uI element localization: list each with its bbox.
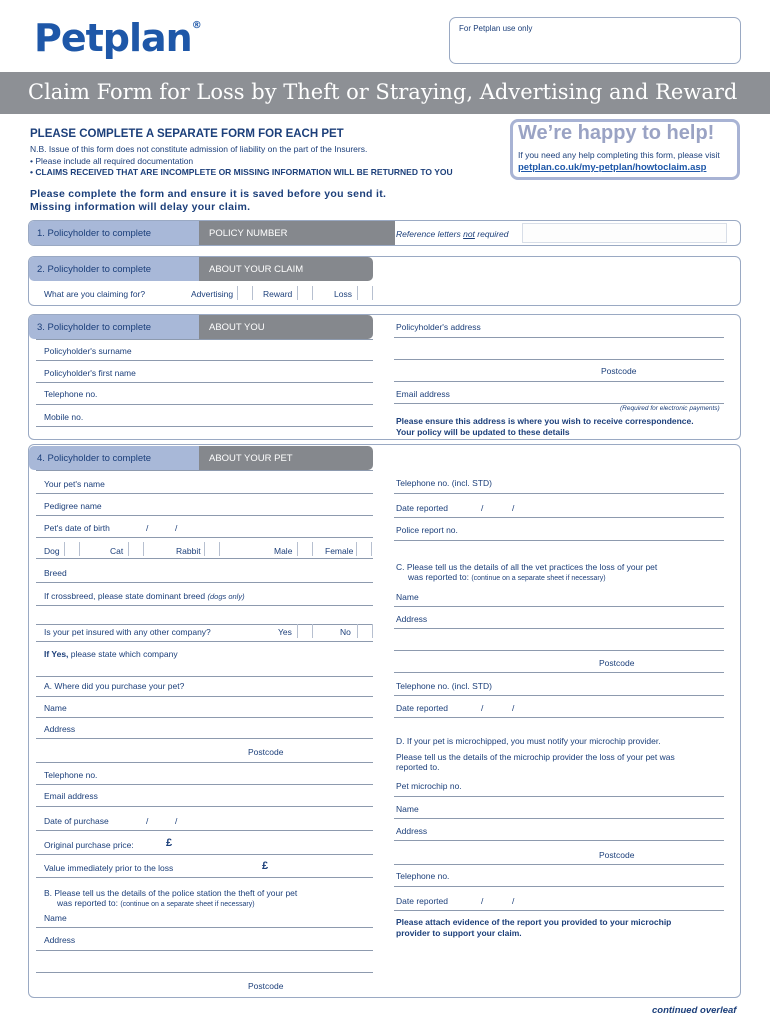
- police-question-2: [57, 898, 255, 908]
- police-telephone-line[interactable]: [394, 493, 724, 494]
- dob-line[interactable]: [36, 537, 373, 538]
- section1-pill: 1. Policyholder to complete: [29, 221, 199, 245]
- police-address-label: Address: [44, 935, 76, 945]
- help-link[interactable]: petplan.co.uk/my-petplan/howtoclaim.asp: [518, 162, 707, 173]
- liability-note: N.B. Issue of this form does not constitute admission of liability on the part of the Insurers.: [30, 144, 368, 154]
- microchip-tell-2: reported to.: [396, 762, 440, 772]
- chip-provider-address-label: Address: [396, 826, 428, 836]
- chip-provider-telephone-label: Telephone no.: [396, 871, 450, 881]
- police-question-1: B. Please tell us the details of the police station the theft of your pet: [44, 888, 298, 898]
- crossbreed-line-2[interactable]: [36, 624, 373, 625]
- cat-label: Cat: [110, 546, 124, 556]
- if-yes-rest: please state which company: [68, 649, 178, 659]
- dob-label: Pet's date of birth: [44, 523, 110, 533]
- about-you-divider: [36, 339, 373, 340]
- date-purchase-slash-1: /: [146, 816, 149, 826]
- microchip-question: D. If your pet is microchipped, you must notify your microchip provider.: [396, 736, 661, 746]
- email-line[interactable]: [394, 403, 724, 404]
- microchip-no-line[interactable]: [394, 796, 724, 797]
- police-report-no-line[interactable]: [394, 540, 724, 541]
- save-instructions: [30, 188, 386, 214]
- postcode-line[interactable]: [394, 381, 724, 382]
- address-label: Policyholder's address: [396, 322, 481, 332]
- if-yes-label: [44, 649, 178, 659]
- vet-date-slash-2: /: [512, 703, 515, 713]
- loss-checkbox[interactable]: [357, 286, 373, 300]
- insured-no-checkbox[interactable]: [357, 624, 373, 638]
- chip-date-reported-label: Date reported: [396, 896, 448, 906]
- correspondence-note-1: Please ensure this address is where you wish to receive correspondence.: [396, 416, 694, 426]
- police-address-line-2[interactable]: [36, 972, 373, 973]
- purchase-question-line: [36, 696, 373, 697]
- about-you-band: ABOUT YOU: [199, 315, 373, 339]
- reward-label: Reward: [263, 289, 293, 299]
- orig-price-pound: £: [166, 837, 173, 849]
- female-checkbox[interactable]: [356, 542, 372, 556]
- police-address-line-1[interactable]: [36, 950, 373, 951]
- address-line-2[interactable]: [394, 359, 724, 360]
- chip-provider-telephone-line[interactable]: [394, 886, 724, 887]
- insured-yes-label: Yes: [278, 627, 292, 637]
- telephone-label: Telephone no.: [44, 389, 98, 399]
- police-date-slash-1: /: [481, 503, 484, 513]
- first-name-line[interactable]: [36, 382, 373, 383]
- separate-form-heading: PLEASE COMPLETE A SEPARATE FORM FOR EACH PET: [30, 128, 344, 140]
- crossbreed-label: [44, 591, 245, 601]
- crossbreed-note: (dogs only): [207, 592, 245, 601]
- breed-line[interactable]: [36, 582, 373, 583]
- which-company-line[interactable]: [36, 676, 373, 677]
- chip-provider-address-line[interactable]: [394, 840, 724, 841]
- loss-label: Loss: [334, 289, 352, 299]
- vet-date-reported-label: Date reported: [396, 703, 448, 713]
- policy-number-band-tail: [373, 221, 395, 245]
- insured-other-label: Is your pet insured with any other company?: [44, 627, 211, 637]
- about-pet-divider: [36, 470, 373, 471]
- vet-postcode-label: Postcode: [599, 658, 635, 668]
- registered-mark: ®: [191, 20, 201, 31]
- date-purchase-line[interactable]: [36, 830, 373, 831]
- surname-label: Policyholder's surname: [44, 346, 132, 356]
- vet-address-line-1[interactable]: [394, 628, 724, 629]
- save-instruction-line-2: Missing information will delay your claim.: [30, 201, 251, 213]
- chip-provider-name-line[interactable]: [394, 818, 724, 819]
- seller-telephone-line[interactable]: [36, 784, 373, 785]
- advertising-checkbox[interactable]: [237, 286, 253, 300]
- attach-evidence-1: Please attach evidence of the report you provided to your microchip: [396, 917, 672, 927]
- dob-slash-1: /: [146, 523, 149, 533]
- orig-price-label: Original purchase price:: [44, 840, 134, 850]
- orig-price-line[interactable]: [36, 854, 373, 855]
- chip-provider-postcode-label: Postcode: [599, 850, 635, 860]
- police-date-reported-label: Date reported: [396, 503, 448, 513]
- crossbreed-line-1[interactable]: [36, 605, 373, 606]
- vet-date-line[interactable]: [394, 717, 724, 718]
- police-name-label: Name: [44, 913, 67, 923]
- documentation-bullet: • Please include all required documentation: [30, 156, 194, 166]
- purchase-question: A. Where did you purchase your pet?: [44, 681, 185, 691]
- help-text: If you need any help completing this form, please visit: [518, 150, 720, 160]
- form-title: Claim Form for Loss by Theft or Straying, Advertising and Reward: [28, 80, 738, 104]
- police-question-2-text: was reported to:: [57, 898, 118, 908]
- pet-name-label: Your pet's name: [44, 479, 105, 489]
- police-date-line[interactable]: [394, 517, 724, 518]
- attach-evidence-2: provider to support your claim.: [396, 928, 522, 938]
- save-instruction-line-1: Please complete the form and ensure it is saved before you send it.: [30, 188, 387, 200]
- section4-pill: 4. Policyholder to complete: [29, 446, 199, 470]
- vet-name-line[interactable]: [394, 606, 724, 607]
- vet-question-1: C. Please tell us the details of all the vet practices the loss of your pet: [396, 562, 658, 572]
- police-report-no-label: Police report no.: [396, 525, 458, 535]
- policy-number-input[interactable]: [522, 223, 727, 243]
- vet-address-label: Address: [396, 614, 428, 624]
- rabbit-label: Rabbit: [176, 546, 201, 556]
- vet-address-line-2[interactable]: [394, 650, 724, 651]
- email-note: (Required for electronic payments): [620, 405, 720, 412]
- insured-line: [36, 641, 373, 642]
- telephone-line[interactable]: [36, 404, 373, 405]
- seller-name-label: Name: [44, 703, 67, 713]
- microchip-no-label: Pet microchip no.: [396, 781, 462, 791]
- chip-date-line[interactable]: [394, 910, 724, 911]
- rabbit-checkbox[interactable]: [204, 542, 220, 556]
- logo-text: Petplan: [34, 16, 192, 60]
- correspondence-note-2: Your policy will be updated to these details: [396, 427, 570, 437]
- about-pet-band: ABOUT YOUR PET: [199, 446, 373, 470]
- date-purchase-slash-2: /: [175, 816, 178, 826]
- vet-question-2: [408, 572, 606, 582]
- crossbreed-text: If crossbreed, please state dominant breed: [44, 591, 206, 601]
- petplan-use-only-label: For Petplan use only: [459, 24, 533, 33]
- dog-checkbox[interactable]: [64, 542, 80, 556]
- pedigree-line[interactable]: [36, 515, 373, 516]
- mobile-line[interactable]: [36, 426, 373, 427]
- chip-date-slash-1: /: [481, 896, 484, 906]
- petplan-logo: [34, 16, 201, 60]
- incomplete-claims-bullet: • CLAIMS RECEIVED THAT ARE INCOMPLETE OR MISSING INFORMATION WILL BE RETURNED TO YOU: [30, 167, 453, 177]
- first-name-label: Policyholder's first name: [44, 368, 136, 378]
- seller-name-line[interactable]: [36, 717, 373, 718]
- species-line: [36, 558, 373, 559]
- vet-question-note: (continue on a separate sheet if necessary): [471, 575, 606, 582]
- insured-yes-checkbox[interactable]: [297, 624, 313, 638]
- value-prior-label: Value immediately prior to the loss: [44, 863, 174, 873]
- dob-slash-2: /: [175, 523, 178, 533]
- chip-date-slash-2: /: [512, 896, 515, 906]
- male-label: Male: [274, 546, 293, 556]
- policy-number-band: POLICY NUMBER: [199, 221, 373, 245]
- microchip-tell-1: Please tell us the details of the microchip provider the loss of your pet was: [396, 752, 675, 762]
- section3-pill: 3. Policyholder to complete: [29, 315, 199, 339]
- police-name-line[interactable]: [36, 927, 373, 928]
- breed-label: Breed: [44, 568, 67, 578]
- ref-note-pre: Reference letters: [396, 229, 464, 239]
- seller-telephone-label: Telephone no.: [44, 770, 98, 780]
- postcode-label: Postcode: [601, 366, 637, 376]
- seller-email-label: Email address: [44, 791, 98, 801]
- claiming-for-label: What are you claiming for?: [44, 289, 146, 299]
- address-line-1[interactable]: [394, 337, 724, 338]
- police-postcode-label: Postcode: [248, 981, 284, 991]
- date-purchase-label: Date of purchase: [44, 816, 109, 826]
- seller-address-label: Address: [44, 724, 76, 734]
- chip-provider-name-label: Name: [396, 804, 419, 814]
- seller-address-line-1[interactable]: [36, 738, 373, 739]
- vet-telephone-line[interactable]: [394, 695, 724, 696]
- seller-postcode-line[interactable]: [36, 762, 373, 763]
- police-question-note: (continue on a separate sheet if necessary): [120, 901, 255, 908]
- vet-question-2-text: was reported to:: [408, 572, 469, 582]
- police-telephone-label: Telephone no. (incl. STD): [396, 478, 492, 488]
- pedigree-label: Pedigree name: [44, 501, 102, 511]
- vet-date-slash-1: /: [481, 703, 484, 713]
- value-prior-line[interactable]: [36, 877, 373, 878]
- insured-no-label: No: [340, 627, 351, 637]
- male-checkbox[interactable]: [297, 542, 313, 556]
- value-prior-pound: £: [262, 860, 269, 872]
- reference-letters-note: [396, 229, 508, 239]
- seller-email-line[interactable]: [36, 806, 373, 807]
- section2-pill: 2. Policyholder to complete: [29, 257, 199, 281]
- reward-checkbox[interactable]: [297, 286, 313, 300]
- cat-checkbox[interactable]: [128, 542, 144, 556]
- seller-postcode-label: Postcode: [248, 747, 284, 757]
- dog-label: Dog: [44, 546, 60, 556]
- police-date-slash-2: /: [512, 503, 515, 513]
- female-label: Female: [325, 546, 354, 556]
- pet-name-line[interactable]: [36, 493, 373, 494]
- ref-note-not: not: [463, 229, 475, 239]
- continued-overleaf: continued overleaf: [652, 1005, 737, 1016]
- if-yes-bold: If Yes,: [44, 649, 69, 659]
- about-claim-band: ABOUT YOUR CLAIM: [199, 257, 373, 281]
- vet-name-label: Name: [396, 592, 419, 602]
- advertising-label: Advertising: [191, 289, 234, 299]
- email-label: Email address: [396, 389, 450, 399]
- mobile-label: Mobile no.: [44, 412, 84, 422]
- surname-line[interactable]: [36, 360, 373, 361]
- vet-postcode-line[interactable]: [394, 672, 724, 673]
- vet-telephone-label: Telephone no. (incl. STD): [396, 681, 492, 691]
- section-about-pet: [28, 444, 741, 998]
- ref-note-post: required: [474, 229, 509, 239]
- chip-provider-postcode-line[interactable]: [394, 864, 724, 865]
- help-title: We’re happy to help!: [518, 122, 715, 144]
